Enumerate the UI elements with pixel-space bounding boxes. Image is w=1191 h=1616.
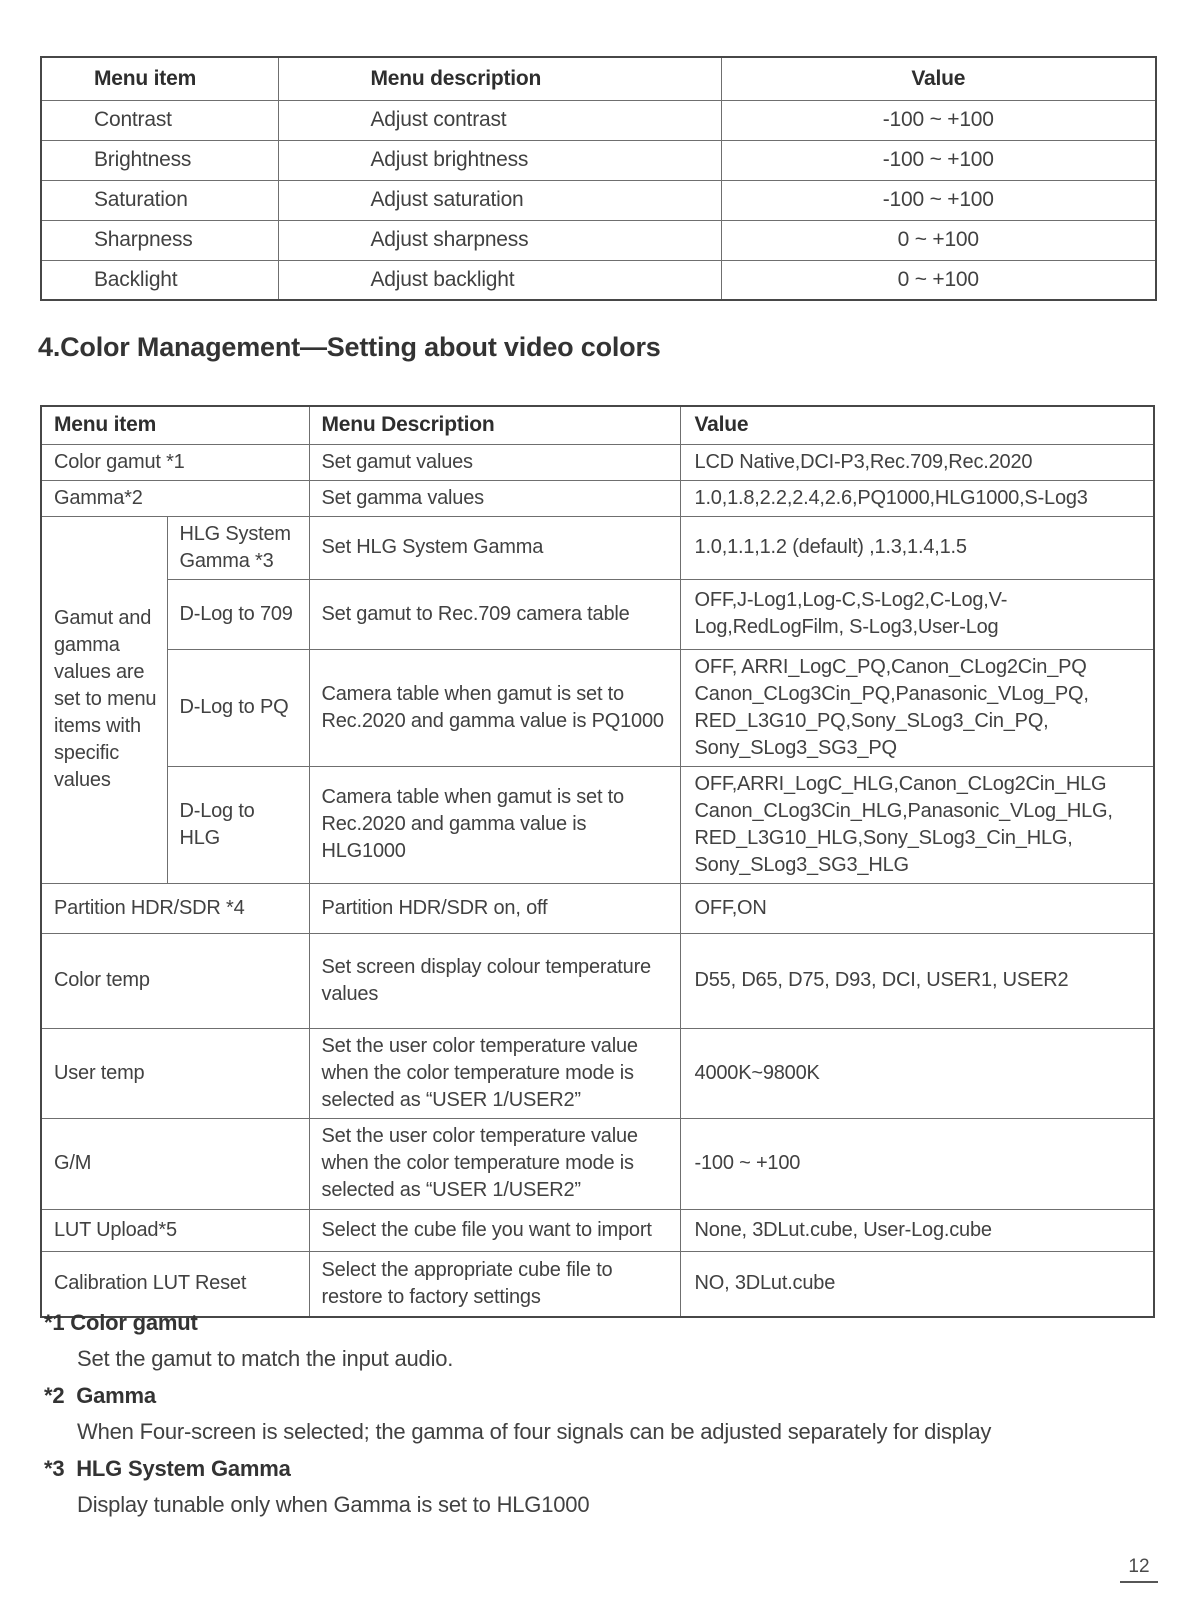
menu-description-cell: Adjust sharpness: [278, 220, 721, 260]
table-row: [41, 444, 1154, 480]
value-cell: 1.0,1.8,2.2,2.4,2.6,PQ1000,HLG1000,S-Log3: [680, 480, 1154, 516]
value-cell: -100 ~ +100: [721, 100, 1156, 140]
section-heading: 4.Color Management—Setting about video colors: [38, 332, 661, 362]
menu-item-cell: Calibration LUT Reset: [41, 1251, 309, 1317]
menu-item-cell: D-Log to PQ: [167, 649, 309, 766]
table-header-row: [41, 57, 1156, 100]
menu-item-cell: Color gamut *1: [41, 444, 309, 480]
picture-settings-table: [40, 56, 1157, 301]
table-row: [41, 1209, 1154, 1251]
table-row: [41, 1118, 1154, 1209]
value-cell: LCD Native,DCI-P3,Rec.709,Rec.2020: [680, 444, 1154, 480]
column-header-menu-description: Menu Description: [309, 406, 680, 444]
menu-item-cell: Gamma*2: [41, 480, 309, 516]
table-row: [41, 260, 1156, 300]
footnote-body: Set the gamut to match the input audio.: [77, 1346, 454, 1371]
column-header-value: Value: [721, 57, 1156, 100]
value-cell: 4000K~9800K: [680, 1028, 1154, 1118]
table-row: [41, 140, 1156, 180]
menu-item-cell: Color temp: [41, 933, 309, 1028]
footnotes: [44, 1304, 1156, 1523]
menu-description-cell: Set gamut to Rec.709 camera table: [309, 579, 680, 649]
menu-description-cell: Set HLG System Gamma: [309, 516, 680, 579]
value-cell: 0 ~ +100: [721, 260, 1156, 300]
menu-description-cell: Select the cube file you want to import: [309, 1209, 680, 1251]
value-cell: -100 ~ +100: [721, 180, 1156, 220]
menu-description-cell: Set the user color temperature value when the color temperature mode is selected as “USER 1/USER2”: [309, 1028, 680, 1118]
value-cell: OFF,ON: [680, 883, 1154, 933]
table-row: [41, 180, 1156, 220]
menu-item-cell: D-Log to HLG: [167, 766, 309, 883]
value-cell: None, 3DLut.cube, User-Log.cube: [680, 1209, 1154, 1251]
table-row: [41, 1028, 1154, 1118]
table-row: [41, 649, 1154, 766]
value-cell: 1.0,1.1,1.2 (default) ,1.3,1.4,1.5: [680, 516, 1154, 579]
menu-description-cell: Adjust backlight: [278, 260, 721, 300]
menu-item-cell: User temp: [41, 1028, 309, 1118]
menu-item-cell: D-Log to 709: [167, 579, 309, 649]
table-row: [41, 480, 1154, 516]
menu-item-cell: Brightness: [41, 140, 278, 180]
table-row: [41, 883, 1154, 933]
menu-description-cell: Adjust contrast: [278, 100, 721, 140]
column-header-menu-item: Menu item: [41, 406, 309, 444]
menu-description-cell: Adjust saturation: [278, 180, 721, 220]
column-header-menu-item: Menu item: [41, 57, 278, 100]
value-cell: -100 ~ +100: [680, 1118, 1154, 1209]
menu-description-cell: Set screen display colour temperature values: [309, 933, 680, 1028]
table-row: [41, 579, 1154, 649]
menu-description-cell: Camera table when gamut is set to Rec.2020 and gamma value is HLG1000: [309, 766, 680, 883]
footnote-title: *3 HLG System Gamma: [44, 1456, 291, 1481]
menu-item-cell: Partition HDR/SDR *4: [41, 883, 309, 933]
menu-description-cell: Partition HDR/SDR on, off: [309, 883, 680, 933]
value-cell: OFF,J-Log1,Log-C,S-Log2,C-Log,V-Log,RedLogFilm, S-Log3,User-Log: [680, 579, 1154, 649]
menu-description-cell: Camera table when gamut is set to Rec.2020 and gamma value is PQ1000: [309, 649, 680, 766]
value-cell: D55, D65, D75, D93, DCI, USER1, USER2: [680, 933, 1154, 1028]
color-management-table: [40, 405, 1155, 1318]
menu-description-cell: Set gamut values: [309, 444, 680, 480]
footnote-body: When Four-screen is selected; the gamma of four signals can be adjusted separately for display: [77, 1419, 992, 1444]
menu-item-cell: HLG System Gamma *3: [167, 516, 309, 579]
column-header-value: Value: [680, 406, 1154, 444]
group-label-cell: Gamut and gamma values are set to menu items with specific values: [41, 516, 167, 883]
column-header-menu-description: Menu description: [278, 57, 721, 100]
table-header-row: [41, 406, 1154, 444]
table-row: [41, 516, 1154, 579]
menu-item-cell: Backlight: [41, 260, 278, 300]
table-row: [41, 766, 1154, 883]
footnote-title: *2 Gamma: [44, 1383, 156, 1408]
menu-item-cell: LUT Upload*5: [41, 1209, 309, 1251]
menu-description-cell: Set the user color temperature value when the color temperature mode is selected as “USER 1/USER2”: [309, 1118, 680, 1209]
value-cell: NO, 3DLut.cube: [680, 1251, 1154, 1317]
menu-item-cell: Sharpness: [41, 220, 278, 260]
menu-item-cell: Saturation: [41, 180, 278, 220]
value-cell: -100 ~ +100: [721, 140, 1156, 180]
value-cell: OFF, ARRI_LogC_PQ,Canon_CLog2Cin_PQ Canon_CLog3Cin_PQ,Panasonic_VLog_PQ, RED_L3G10_PQ,Sony_SLog3_Cin_PQ, Sony_SLog3_SG3_PQ: [680, 649, 1154, 766]
table-row: [41, 933, 1154, 1028]
table-row: [41, 220, 1156, 260]
footnote-body: Display tunable only when Gamma is set to HLG1000: [77, 1492, 590, 1517]
page-number: 12: [1120, 1556, 1158, 1583]
footnote-title: *1 Color gamut: [44, 1310, 198, 1335]
value-cell: OFF,ARRI_LogC_HLG,Canon_CLog2Cin_HLG Canon_CLog3Cin_HLG,Panasonic_VLog_HLG, RED_L3G10_HLG,Sony_SLog3_Cin_HLG, Sony_SLog3_SG3_HLG: [680, 766, 1154, 883]
menu-description-cell: Select the appropriate cube file to restore to factory settings: [309, 1251, 680, 1317]
table-row: [41, 100, 1156, 140]
menu-description-cell: Set gamma values: [309, 480, 680, 516]
menu-item-cell: G/M: [41, 1118, 309, 1209]
value-cell: 0 ~ +100: [721, 220, 1156, 260]
menu-description-cell: Adjust brightness: [278, 140, 721, 180]
menu-item-cell: Contrast: [41, 100, 278, 140]
